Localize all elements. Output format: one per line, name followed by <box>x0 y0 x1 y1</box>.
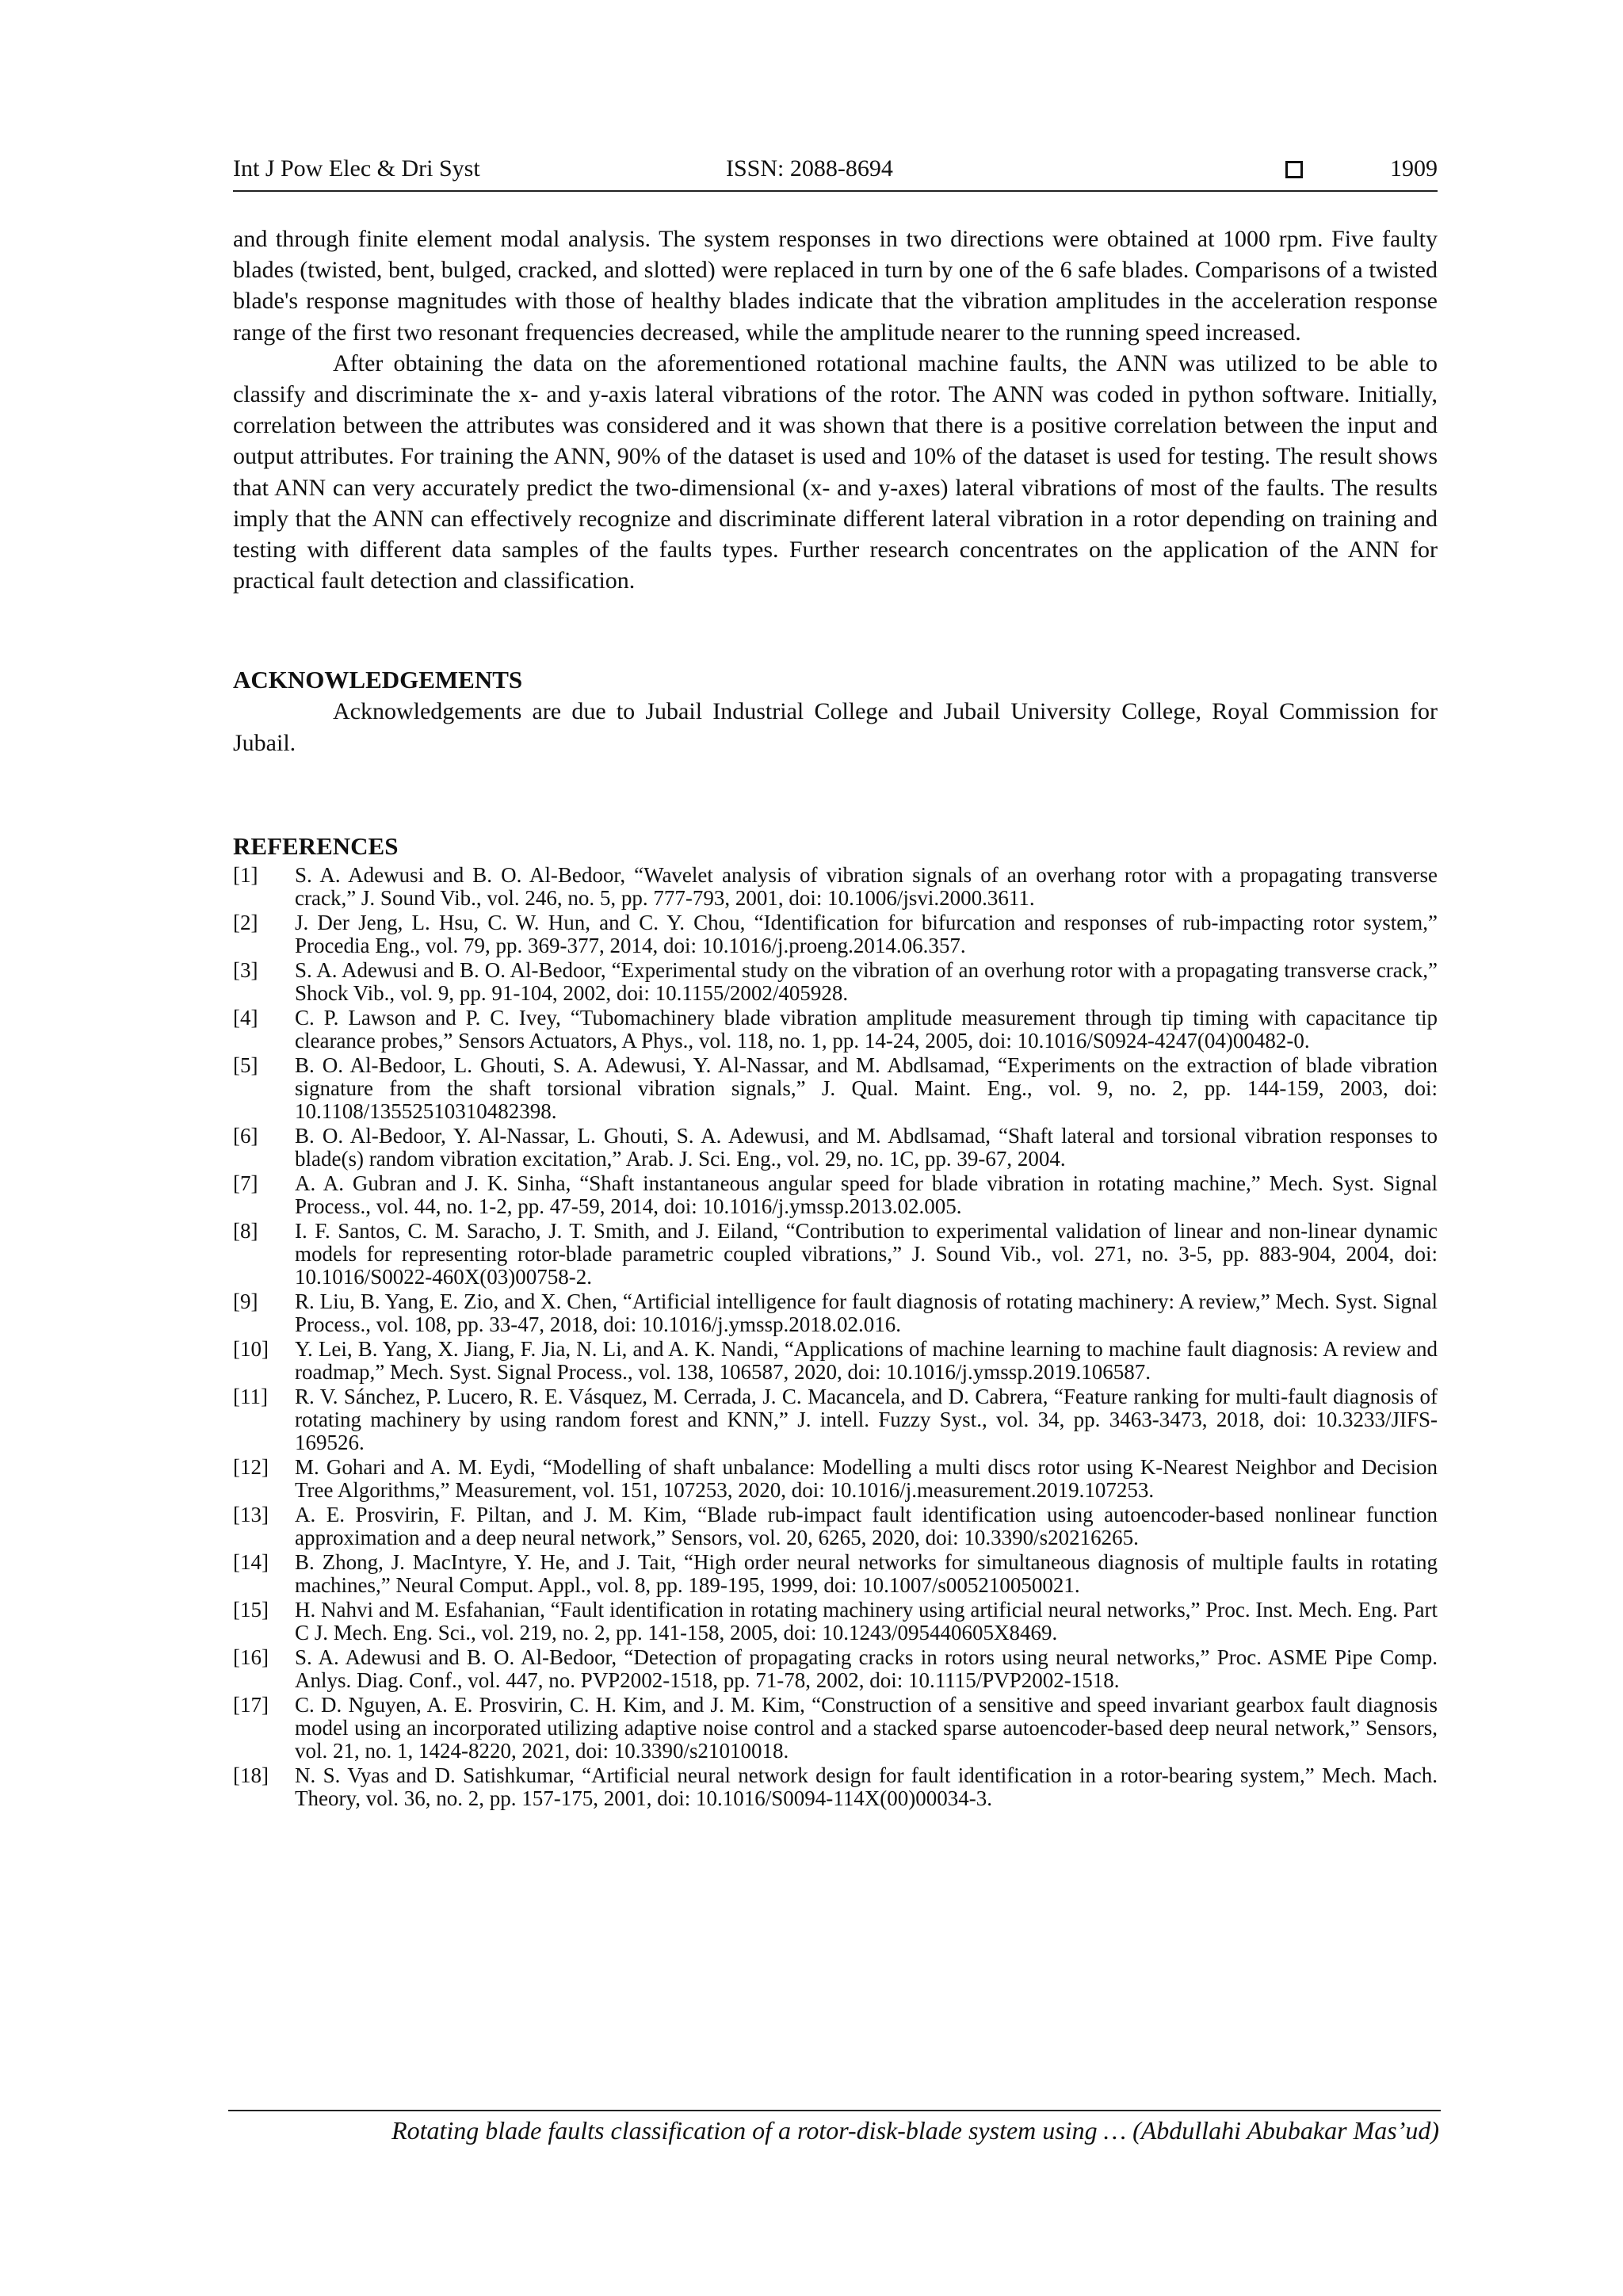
reference-number: [14] <box>233 1549 269 1574</box>
reference-item <box>233 1599 1438 1645</box>
reference-item <box>233 1456 1438 1502</box>
reference-text: C. P. Lawson and P. C. Ivey, “Tubomachinery blade vibration amplitude measurement through tip timing with capacitance tip clearance probes,” Sensors Actuators, A Phys., vol. 118, no. 1, pp. 14-24, 2005, doi: 10.1016/S0924-4247(04)00482-0. <box>295 1005 1438 1052</box>
reference-text: B. O. Al-Bedoor, Y. Al-Nassar, L. Ghouti, S. A. Adewusi, and M. Abdlsamad, “Shaft lateral and torsional vibration responses to blade(s) random vibration excitation,” Arab. J. Sci. Eng., vol. 29, no. 1C, pp. 39-67, 2004. <box>295 1123 1438 1171</box>
reference-item <box>233 1007 1438 1052</box>
reference-number: [18] <box>233 1763 269 1787</box>
reference-text: S. A. Adewusi and B. O. Al-Bedoor, “Detection of propagating cracks in rotors using neural networks,” Proc. ASME Pipe Comp. Anlys. Diag. Conf., vol. 447, no. PVP2002-1518, pp. 71-78, 2002, doi: 10.1115/PVP2002-1518. <box>295 1645 1438 1692</box>
reference-item <box>233 1338 1438 1384</box>
reference-number: [10] <box>233 1336 269 1361</box>
reference-item <box>233 1646 1438 1692</box>
reference-number: [12] <box>233 1454 269 1479</box>
reference-text: H. Nahvi and M. Esfahanian, “Fault identification in rotating machinery using artificial neural networks,” Proc. Inst. Mech. Eng. Part C J. Mech. Eng. Sci., vol. 219, no. 2, pp. 141-158, 2005, doi: 10.1243/095440605X8469. <box>295 1597 1438 1645</box>
reference-text: Y. Lei, B. Yang, X. Jiang, F. Jia, N. Li, and A. K. Nandi, “Applications of machine learning to machine fault diagnosis: A review and roadmap,” Mech. Syst. Signal Process., vol. 138, 106587, 2020, doi: 10.1016/j.ymssp.2019.106587. <box>295 1336 1438 1384</box>
reference-text: R. V. Sánchez, P. Lucero, R. E. Vásquez, M. Cerrada, J. C. Macancela, and D. Cabrera, “Feature ranking for multi-fault diagnosis of rotating machinery by using random forest and KNN,” J. intell. Fuzzy Syst., vol. 34, pp. 3463-3473, 2018, doi: 10.3233/JIFS-169526. <box>295 1384 1438 1454</box>
reference-item <box>233 1694 1438 1763</box>
reference-text: A. A. Gubran and J. K. Sinha, “Shaft instantaneous angular speed for blade vibration in rotating machine,” Mech. Syst. Signal Process., vol. 44, no. 1-2, pp. 47-59, 2014, doi: 10.1016/j.ymssp.2013.02.005. <box>295 1171 1438 1218</box>
page-content <box>233 223 1438 1812</box>
reference-number: [16] <box>233 1645 269 1669</box>
journal-name: Int J Pow Elec & Dri Syst <box>233 155 480 181</box>
page-number: 1909 <box>1390 155 1438 181</box>
reference-text: C. D. Nguyen, A. E. Prosvirin, C. H. Kim, and J. M. Kim, “Construction of a sensitive and speed invariant gearbox fault diagnosis model using an incorporated utilizing adaptive noise control and a stacked sparse autoencoder-based deep neural network,” Sensors, vol. 21, no. 1, 1424-8220, 2021, doi: 10.3390/s21010018. <box>295 1692 1438 1763</box>
reference-number: [7] <box>233 1171 258 1195</box>
reference-text: R. Liu, B. Yang, E. Zio, and X. Chen, “Artificial intelligence for fault diagnosis of rotating machinery: A review,” Mech. Syst. Signal Process., vol. 108, pp. 33-47, 2018, doi: 10.1016/j.ymssp.2018.02.016. <box>295 1289 1438 1336</box>
reference-item <box>233 1172 1438 1218</box>
reference-number: [13] <box>233 1502 269 1526</box>
reference-item <box>233 1125 1438 1171</box>
references-heading: REFERENCES <box>233 831 399 860</box>
reference-number: [17] <box>233 1692 269 1717</box>
reference-number: [2] <box>233 910 258 934</box>
reference-number: [9] <box>233 1289 258 1313</box>
reference-text: I. F. Santos, C. M. Saracho, J. T. Smith, and J. Eiland, “Contribution to experimental validation of linear and non-linear dynamic models for representing rotor-blade parametric coupled vibrations,” J. Sound Vib., vol. 271, no. 3-5, pp. 883-904, 2004, doi: 10.1016/S0022-460X(03)00758-2. <box>295 1218 1438 1289</box>
reference-text: N. S. Vyas and D. Satishkumar, “Artificial neural network design for fault identification in a rotor-bearing system,” Mech. Mach. Theory, vol. 36, no. 2, pp. 157-175, 2001, doi: 10.1016/S0094-114X(00)00034-3. <box>295 1763 1438 1810</box>
reference-item <box>233 1220 1438 1289</box>
reference-number: [6] <box>233 1123 258 1148</box>
reference-item <box>233 959 1438 1005</box>
footer-divider <box>228 2110 1441 2111</box>
reference-number: [4] <box>233 1005 258 1030</box>
checkbox-square-icon <box>1285 161 1303 178</box>
reference-item <box>233 1503 1438 1549</box>
reference-text: A. E. Prosvirin, F. Piltan, and J. M. Kim, “Blade rub-impact fault identification using autoencoder-based nonlinear function approximation and a deep neural network,” Sensors, vol. 20, 6265, 2020, doi: 10.3390/s20216265. <box>295 1502 1438 1549</box>
reference-item <box>233 1764 1438 1810</box>
reference-item <box>233 1054 1438 1123</box>
page-header <box>233 155 1438 192</box>
reference-list <box>233 864 1438 1810</box>
reference-item <box>233 1551 1438 1597</box>
reference-text: B. O. Al-Bedoor, L. Ghouti, S. A. Adewusi, Y. Al-Nassar, and M. Abdlsamad, “Experiments on the extraction of blade vibration signature from the shaft torsional vibration signals,” J. Qual. Maint. Eng., vol. 9, no. 2, pp. 144-159, 2003, doi: 10.1108/13552510310482398. <box>295 1052 1438 1123</box>
acknowledgements-text: Acknowledgements are due to Jubail Industrial College and Jubail University College, Royal Commission for Jubail. <box>233 698 1438 756</box>
reference-text: J. Der Jeng, L. Hsu, C. W. Hun, and C. Y. Chou, “Identification for bifurcation and responses of rub-impacting rotor system,” Procedia Eng., vol. 79, pp. 369-377, 2014, doi: 10.1016/j.proeng.2014.06.357. <box>295 910 1438 957</box>
body-paragraph-2: After obtaining the data on the aforementioned rotational machine faults, the ANN was utilized to be able to classify and discriminate the x- and y-axis lateral vibrations of the rotor. The ANN was coded in python software. Initially, correlation between the attributes was considered and it was shown that there is a positive correlation between the input and output attributes. For training the ANN, 90% of the dataset is used and 10% of the dataset is used for testing. The result shows that ANN can very accurately predict the two-dimensional (x- and y-axes) lateral vibrations of most of the faults. The results imply that the ANN can effectively recognize and discriminate different lateral vibration in a rotor depending on training and testing with different data samples of the faults types. Further research concentrates on the application of the ANN for practical fault detection and classification. <box>233 350 1438 594</box>
reference-text: M. Gohari and A. M. Eydi, “Modelling of shaft unbalance: Modelling a multi discs rotor using K-Nearest Neighbor and Decision Tree Algorithms,” Measurement, vol. 151, 107253, 2020, doi: 10.1016/j.measurement.2019.107253. <box>295 1454 1438 1502</box>
reference-number: [1] <box>233 862 258 887</box>
reference-number: [5] <box>233 1052 258 1077</box>
reference-text: S. A. Adewusi and B. O. Al-Bedoor, “Experimental study on the vibration of an overhung rotor with a propagating transverse crack,” Shock Vib., vol. 9, pp. 91-104, 2002, doi: 10.1155/2002/405928. <box>295 957 1438 1005</box>
reference-item <box>233 1385 1438 1454</box>
reference-text: S. A. Adewusi and B. O. Al-Bedoor, “Wavelet analysis of vibration signals of an overhang rotor with a propagating transverse crack,” J. Sound Vib., vol. 246, no. 5, pp. 777-793, 2001, doi: 10.1006/jsvi.2000.3611. <box>295 862 1438 910</box>
reference-number: [8] <box>233 1218 258 1243</box>
acknowledgements-heading: ACKNOWLEDGEMENTS <box>233 666 523 694</box>
reference-number: [3] <box>233 957 258 982</box>
body-paragraph-1: and through finite element modal analysis. The system responses in two directions were obtained at 1000 rpm. Five faulty blades (twisted, bent, bulged, cracked, and slotted) were replaced in turn by one of the 6 safe blades. Comparisons of a twisted blade's response magnitudes with those of healthy blades indicate that the vibration amplitudes in the acceleration response range of the first two resonant frequencies decreased, while the amplitude nearer to the running speed increased. <box>233 226 1438 346</box>
reference-number: [15] <box>233 1597 269 1622</box>
reference-text: B. Zhong, J. MacIntyre, Y. He, and J. Tait, “High order neural networks for simultaneous diagnosis of multiple faults in rotating machines,” Neural Comput. Appl., vol. 8, pp. 189-195, 1999, doi: 10.1007/s005210050021. <box>295 1549 1438 1597</box>
reference-number: [11] <box>233 1384 268 1408</box>
issn: ISSN: 2088-8694 <box>726 155 893 181</box>
page-footer: Rotating blade faults classification of a rotor-disk-blade system using … (Abdullahi Abubakar Mas’ud) <box>391 2116 1439 2145</box>
reference-item <box>233 1290 1438 1336</box>
reference-item <box>233 864 1438 910</box>
reference-item <box>233 911 1438 957</box>
